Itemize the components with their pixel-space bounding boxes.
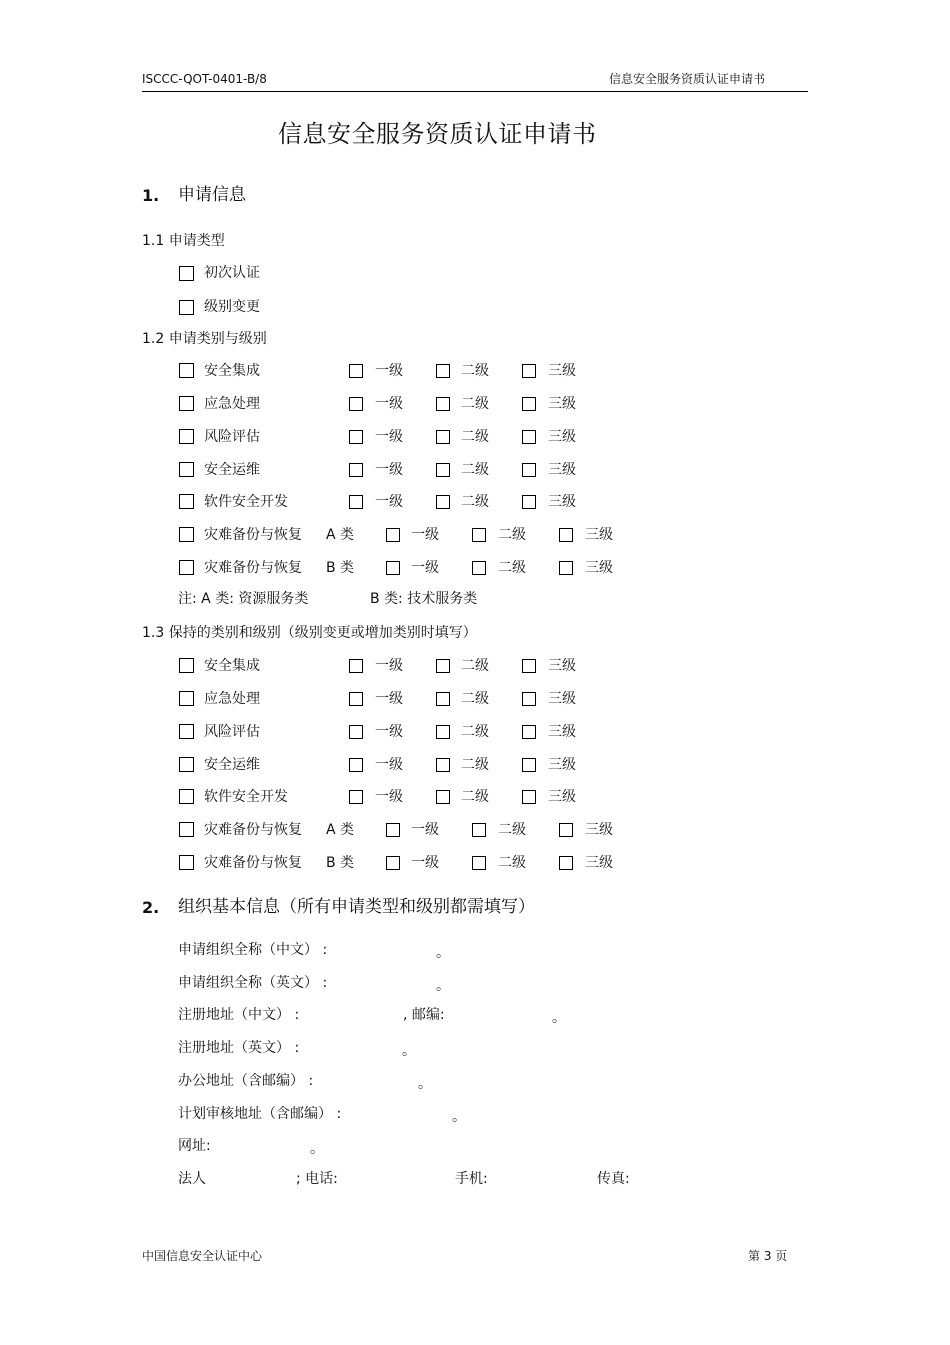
level-label: 二级 — [498, 560, 526, 576]
level-checkbox[interactable] — [522, 725, 536, 739]
level-label: 一级 — [375, 658, 403, 674]
level-checkbox[interactable] — [559, 823, 573, 837]
level-checkbox[interactable] — [349, 397, 363, 411]
level-checkbox[interactable] — [472, 528, 486, 542]
sub3-label: 1.3 保持的类别和级别（级别变更或增加类别时填写） — [142, 625, 477, 641]
level-label: 一级 — [375, 789, 403, 805]
level-label: 三级 — [585, 855, 613, 871]
category-checkbox[interactable] — [179, 462, 194, 477]
level-label: 一级 — [411, 822, 439, 838]
level-label: 一级 — [375, 462, 403, 478]
level-label: 二级 — [498, 527, 526, 543]
level-label: 一级 — [375, 757, 403, 773]
category-label: 应急处理 — [204, 691, 260, 707]
audit-addr-end: 。 — [452, 1109, 466, 1125]
level-label: 三级 — [585, 527, 613, 543]
level-label: 一级 — [375, 724, 403, 740]
level-checkbox[interactable] — [522, 758, 536, 772]
level-checkbox[interactable] — [436, 397, 450, 411]
level-label: 三级 — [548, 494, 576, 510]
addr-cn-end: 。 — [552, 1010, 566, 1026]
level-checkbox[interactable] — [522, 364, 536, 378]
level-checkbox[interactable] — [522, 790, 536, 804]
category-label: 风险评估 — [204, 429, 260, 445]
level-checkbox[interactable] — [436, 430, 450, 444]
level-label: 二级 — [461, 789, 489, 805]
postcode-label: , 邮编: — [403, 1007, 445, 1023]
level-label: 二级 — [461, 494, 489, 510]
category-type-label: B 类 — [326, 855, 355, 871]
category-label: 安全集成 — [204, 658, 260, 674]
level-label: 三级 — [585, 822, 613, 838]
level-label: 一级 — [375, 396, 403, 412]
category-checkbox[interactable] — [179, 724, 194, 739]
page-number: 第 3 页 — [748, 1249, 788, 1263]
level-label: 二级 — [461, 396, 489, 412]
level-checkbox[interactable] — [436, 659, 450, 673]
office-addr-label: 办公地址（含邮编） : — [178, 1073, 314, 1089]
level-label: 一级 — [375, 691, 403, 707]
website-label: 网址: — [178, 1138, 211, 1154]
category-checkbox[interactable] — [179, 855, 194, 870]
level-checkbox[interactable] — [349, 364, 363, 378]
level-checkbox[interactable] — [386, 561, 400, 575]
level-label: 三级 — [548, 363, 576, 379]
footer-org: 中国信息安全认证中心 — [142, 1249, 263, 1263]
office-addr-end: 。 — [418, 1076, 432, 1092]
category-type-label: A 类 — [326, 822, 355, 838]
level-checkbox[interactable] — [349, 758, 363, 772]
level-checkbox[interactable] — [522, 659, 536, 673]
level-checkbox[interactable] — [386, 528, 400, 542]
level-checkbox[interactable] — [349, 463, 363, 477]
category-label: 软件安全开发 — [204, 789, 288, 805]
level-label: 一级 — [411, 855, 439, 871]
level-label: 一级 — [375, 363, 403, 379]
level-label: 三级 — [585, 560, 613, 576]
category-type-label: A 类 — [326, 527, 355, 543]
level-checkbox[interactable] — [349, 692, 363, 706]
level-checkbox[interactable] — [522, 430, 536, 444]
category-label: 软件安全开发 — [204, 494, 288, 510]
level-checkbox[interactable] — [522, 692, 536, 706]
level-checkbox[interactable] — [436, 692, 450, 706]
category-label: 安全集成 — [204, 363, 260, 379]
level-label: 三级 — [548, 396, 576, 412]
category-label: 安全运维 — [204, 757, 260, 773]
mobile-label: 手机: — [455, 1171, 488, 1187]
level-checkbox[interactable] — [472, 856, 486, 870]
level-checkbox[interactable] — [436, 758, 450, 772]
note-b: B 类: 技术服务类 — [370, 591, 478, 607]
level-label: 二级 — [461, 691, 489, 707]
category-checkbox[interactable] — [179, 396, 194, 411]
category-checkbox[interactable] — [179, 494, 194, 509]
level-checkbox[interactable] — [349, 725, 363, 739]
page-title: 信息安全服务资质认证申请书 — [278, 120, 597, 148]
level-label: 二级 — [498, 855, 526, 871]
level-label: 二级 — [461, 429, 489, 445]
category-checkbox[interactable] — [179, 560, 194, 575]
category-checkbox[interactable] — [179, 691, 194, 706]
category-checkbox[interactable] — [179, 429, 194, 444]
level-checkbox[interactable] — [522, 397, 536, 411]
option-level-change: 级别变更 — [204, 299, 260, 315]
option-initial-cert: 初次认证 — [204, 265, 260, 281]
level-label: 一级 — [411, 527, 439, 543]
level-checkbox[interactable] — [349, 495, 363, 509]
category-label: 应急处理 — [204, 396, 260, 412]
level-checkbox[interactable] — [559, 561, 573, 575]
category-checkbox[interactable] — [179, 757, 194, 772]
category-checkbox[interactable] — [179, 363, 194, 378]
name-en-end: 。 — [436, 978, 450, 994]
checkbox-initial-cert[interactable] — [179, 266, 194, 281]
level-label: 三级 — [548, 789, 576, 805]
level-label: 一级 — [375, 494, 403, 510]
category-checkbox[interactable] — [179, 527, 194, 542]
level-label: 二级 — [498, 822, 526, 838]
sub2-label: 1.2 申请类别与级别 — [142, 331, 267, 347]
level-label: 二级 — [461, 462, 489, 478]
category-type-label: B 类 — [326, 560, 355, 576]
level-label: 二级 — [461, 757, 489, 773]
level-checkbox[interactable] — [386, 856, 400, 870]
level-label: 二级 — [461, 658, 489, 674]
addr-en-label: 注册地址（英文） : — [178, 1040, 300, 1056]
level-label: 三级 — [548, 724, 576, 740]
name-cn-end: 。 — [436, 945, 450, 961]
category-checkbox[interactable] — [179, 822, 194, 837]
legal-person-label: 法人 — [178, 1171, 206, 1187]
category-label: 风险评估 — [204, 724, 260, 740]
level-label: 三级 — [548, 757, 576, 773]
level-label: 一级 — [375, 429, 403, 445]
sub1-label: 1.1 申请类型 — [142, 233, 225, 249]
level-checkbox[interactable] — [349, 790, 363, 804]
level-checkbox[interactable] — [386, 823, 400, 837]
level-checkbox[interactable] — [436, 495, 450, 509]
category-label: 灾难备份与恢复 — [204, 855, 302, 871]
category-label: 灾难备份与恢复 — [204, 527, 302, 543]
level-checkbox[interactable] — [559, 528, 573, 542]
level-checkbox[interactable] — [349, 430, 363, 444]
section1-number: 1. — [142, 186, 160, 205]
level-checkbox[interactable] — [522, 463, 536, 477]
fax-label: 传真: — [597, 1171, 630, 1187]
header-doc-title: 信息安全服务资质认证申请书 — [609, 72, 766, 86]
category-checkbox[interactable] — [179, 658, 194, 673]
audit-addr-label: 计划审核地址（含邮编） : — [178, 1106, 342, 1122]
website-end: 。 — [310, 1141, 324, 1157]
level-checkbox[interactable] — [436, 463, 450, 477]
header-rule — [142, 91, 808, 92]
level-label: 三级 — [548, 691, 576, 707]
category-checkbox[interactable] — [179, 789, 194, 804]
level-label: 三级 — [548, 462, 576, 478]
section2-heading: 组织基本信息（所有申请类型和级别都需填写） — [178, 897, 535, 917]
phone-label: ; 电话: — [296, 1171, 338, 1187]
level-checkbox[interactable] — [436, 790, 450, 804]
level-label: 一级 — [411, 560, 439, 576]
category-label: 安全运维 — [204, 462, 260, 478]
level-label: 三级 — [548, 658, 576, 674]
level-checkbox[interactable] — [436, 364, 450, 378]
level-checkbox[interactable] — [349, 659, 363, 673]
addr-cn-label: 注册地址（中文） : — [178, 1007, 300, 1023]
name-en-label: 申请组织全称（英文） : — [178, 975, 328, 991]
level-checkbox[interactable] — [559, 856, 573, 870]
section1-heading: 申请信息 — [178, 185, 246, 205]
level-label: 二级 — [461, 724, 489, 740]
level-label: 二级 — [461, 363, 489, 379]
checkbox-level-change[interactable] — [179, 300, 194, 315]
category-label: 灾难备份与恢复 — [204, 560, 302, 576]
level-checkbox[interactable] — [472, 561, 486, 575]
category-label: 灾难备份与恢复 — [204, 822, 302, 838]
section2-number: 2. — [142, 898, 160, 917]
level-checkbox[interactable] — [522, 495, 536, 509]
doc-code: ISCCC-QOT-0401-B/8 — [142, 72, 267, 86]
note-a: 注: A 类: 资源服务类 — [178, 591, 309, 607]
level-checkbox[interactable] — [472, 823, 486, 837]
level-checkbox[interactable] — [436, 725, 450, 739]
name-cn-label: 申请组织全称（中文） : — [178, 942, 328, 958]
level-label: 三级 — [548, 429, 576, 445]
addr-en-end: 。 — [402, 1043, 416, 1059]
